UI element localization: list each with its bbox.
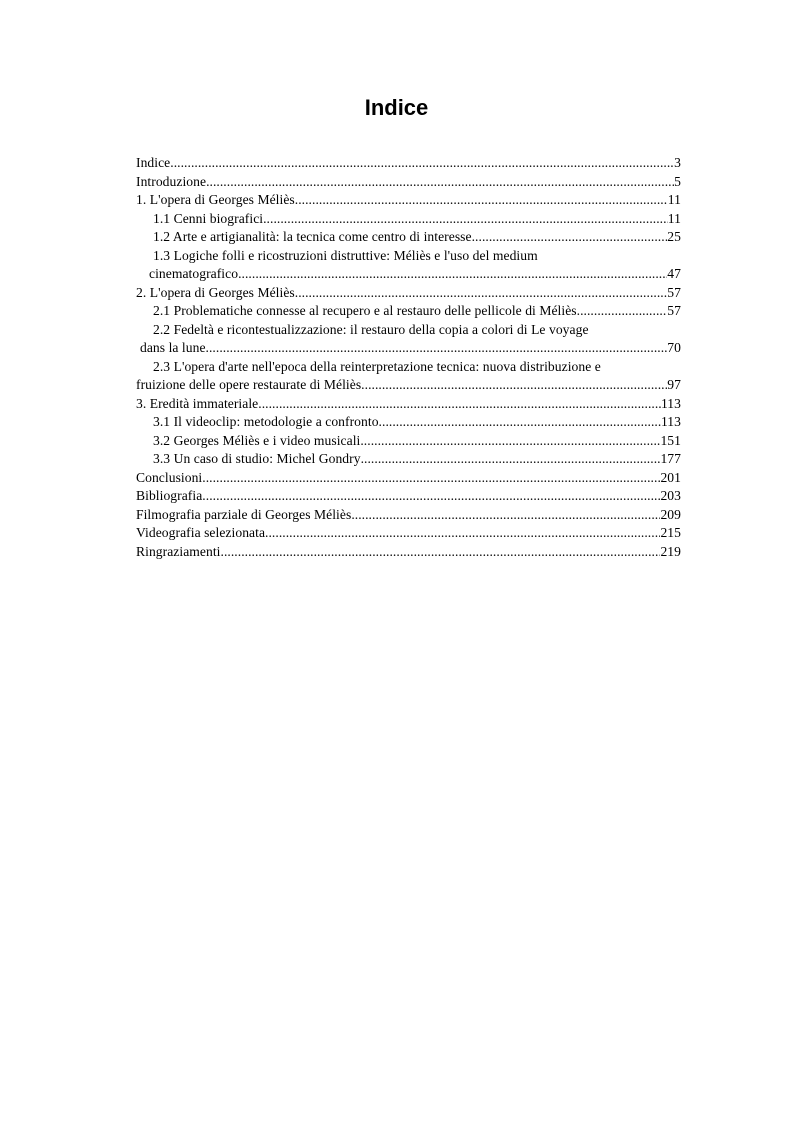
toc-leader-dots (379, 413, 661, 432)
toc-leader-dots (361, 376, 667, 395)
toc-entry-introduzione[interactable] (136, 173, 681, 192)
toc-entry-page: 11 (667, 192, 681, 207)
toc-entry-label: 3.2 Georges Méliès e i video musicali (153, 432, 361, 448)
toc-entry-label: Videografia selezionata (136, 525, 266, 540)
toc-entry-page: 177 (660, 451, 681, 466)
toc-entry-label: 1. L'opera di Georges Méliès (136, 192, 295, 207)
toc-entry-page: 209 (660, 506, 681, 522)
toc-leader-dots (265, 524, 660, 543)
toc-leader-dots (202, 469, 660, 488)
toc-entry-page: 151 (660, 432, 681, 448)
toc-entry-label: 3. Eredità immateriale (136, 395, 259, 411)
toc-leader-dots (351, 506, 660, 525)
toc-entry-section-2-3[interactable] (136, 358, 681, 395)
toc-entry-page: 47 (667, 266, 681, 281)
toc-entry-label-line1: 2.3 L'opera d'arte nell'epoca della reinterpretazione tecnica: nuova distribuzione e (153, 358, 601, 374)
toc-entry-ringraziamenti[interactable] (136, 543, 681, 562)
toc-entry-label: Introduzione (136, 173, 207, 189)
toc-leader-dots (170, 154, 674, 173)
toc-entry-page: 57 (667, 284, 681, 300)
toc-entry-conclusioni[interactable] (136, 469, 681, 488)
toc-entry-page: 203 (660, 488, 681, 503)
toc-entry-page: 11 (667, 210, 681, 226)
toc-entry-label: Conclusioni (136, 469, 203, 485)
toc-entry-page: 25 (667, 229, 681, 244)
toc-entry-section-2-1[interactable] (136, 302, 681, 321)
toc-leader-dots (361, 450, 661, 469)
toc-entry-section-1-2[interactable] (136, 228, 681, 247)
toc-entry-chapter-1[interactable] (136, 191, 681, 210)
toc-entry-page: 215 (660, 525, 681, 540)
toc-leader-dots (238, 265, 667, 284)
toc-entry-page: 201 (660, 469, 681, 485)
toc-entry-label-line1: 2.2 Fedeltà e ricontestualizzazione: il restauro della copia a colori di Le voyage (153, 321, 589, 337)
toc-leader-dots (221, 543, 661, 562)
toc-entry-section-3-2[interactable] (136, 432, 681, 451)
toc-entry-videografia[interactable] (136, 524, 681, 543)
toc-entry-page: 57 (667, 303, 681, 318)
toc-leader-dots (202, 487, 660, 506)
toc-entry-label: 2. L'opera di Georges Méliès (136, 284, 295, 300)
toc-entry-section-3-3[interactable] (136, 450, 681, 469)
toc-entry-label: Filmografia parziale di Georges Méliès (136, 506, 352, 522)
toc-entry-indice[interactable] (136, 154, 681, 173)
toc-entry-chapter-3[interactable] (136, 395, 681, 414)
toc-entry-label: Bibliografia (136, 488, 203, 503)
toc-entry-label: 3.1 Il videoclip: metodologie a confronto (153, 414, 379, 429)
toc-entry-label-line2: fruizione delle opere restaurate di Méliès (136, 377, 362, 392)
page-title: Indice (364, 95, 429, 120)
toc-leader-dots (206, 173, 674, 192)
toc-entry-page: 70 (667, 340, 681, 355)
toc-leader-dots (295, 191, 668, 210)
toc-entry-page: 113 (660, 395, 681, 411)
toc-leader-dots (472, 228, 668, 247)
toc-entry-label-line2: cinematografico (149, 266, 239, 281)
toc-entry-label: Ringraziamenti (136, 543, 221, 559)
toc-entry-page: 113 (660, 414, 681, 429)
toc-entry-label: 3.3 Un caso di studio: Michel Gondry (153, 451, 361, 466)
table-of-contents (136, 154, 681, 561)
toc-entry-label: 1.1 Cenni biografici (153, 210, 264, 226)
toc-leader-dots (360, 432, 660, 451)
toc-entry-page: 5 (674, 173, 681, 189)
toc-entry-section-1-1[interactable] (136, 210, 681, 229)
toc-entry-label-line2: dans la lune (140, 340, 206, 355)
toc-entry-section-3-1[interactable] (136, 413, 681, 432)
toc-entry-label: Indice (136, 155, 171, 170)
toc-entry-page: 219 (660, 543, 681, 559)
toc-entry-section-2-2[interactable] (136, 321, 681, 358)
toc-entry-filmografia[interactable] (136, 506, 681, 525)
toc-leader-dots (206, 339, 668, 358)
toc-entry-label: 2.1 Problematiche connesse al recupero e al restauro delle pellicole di Méliès (153, 303, 577, 318)
toc-entry-bibliografia[interactable] (136, 487, 681, 506)
toc-leader-dots (258, 395, 661, 414)
toc-leader-dots (577, 302, 668, 321)
toc-leader-dots (263, 210, 668, 229)
toc-entry-chapter-2[interactable] (136, 284, 681, 303)
toc-entry-page: 3 (674, 155, 681, 170)
toc-leader-dots (295, 284, 668, 303)
toc-entry-page: 97 (667, 377, 681, 392)
toc-entry-section-1-3[interactable] (136, 247, 681, 284)
toc-entry-label-line1: 1.3 Logiche folli e ricostruzioni distruttive: Méliès e l'uso del medium (153, 247, 538, 263)
toc-entry-label: 1.2 Arte e artigianalità: la tecnica come centro di interesse (153, 229, 472, 244)
